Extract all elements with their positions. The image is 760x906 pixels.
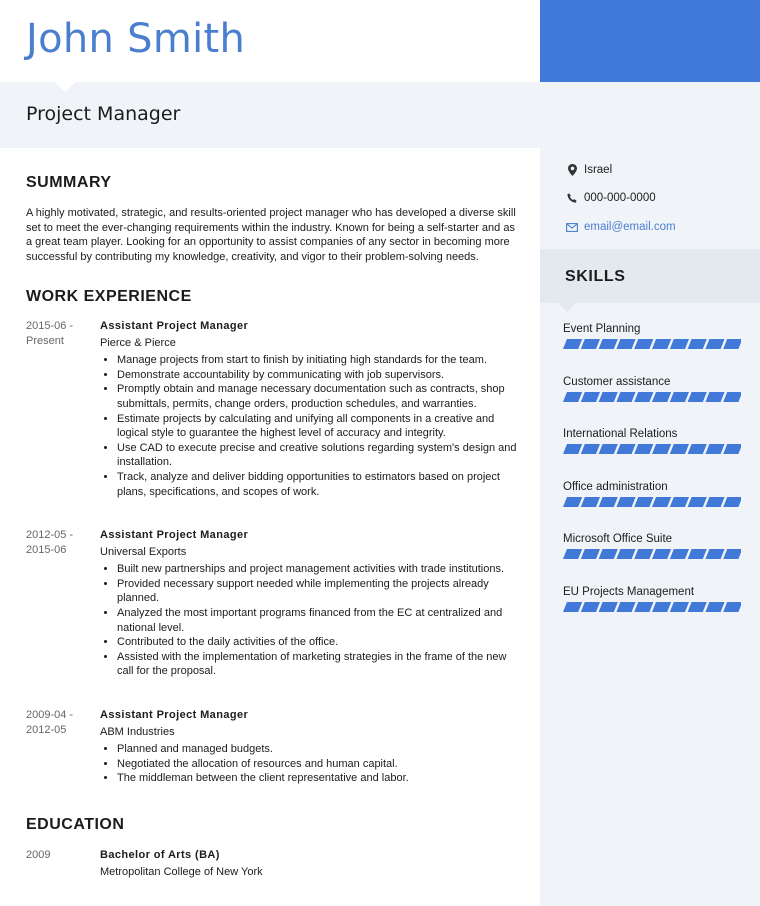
- contact-phone-text: 000-000-0000: [584, 192, 656, 204]
- skill-name: Customer assistance: [563, 376, 671, 388]
- skill-item: [563, 323, 741, 354]
- skill-level-segment: [634, 392, 653, 402]
- skill-level-segment: [634, 339, 653, 349]
- skill-name: EU Projects Management: [563, 586, 695, 598]
- skill-level-segment: [723, 444, 741, 454]
- skill-level-segment: [563, 444, 582, 454]
- skills-header-notch: [558, 303, 576, 312]
- contact-email: [566, 221, 676, 233]
- bullet-item: • Track, analyze and deliver bidding opportunities to estimators based on project plans, specifications, and scopes of work.: [117, 470, 520, 499]
- bullet-item: • Analyzed the most important programs financed from the EC at centralized and national level.: [117, 606, 520, 635]
- skill-level-bar: [563, 549, 741, 559]
- skill-level-segment: [599, 444, 618, 454]
- skill-level-segment: [705, 602, 724, 612]
- bullet-item: • Provided necessary support needed while implementing the projects already planned.: [117, 577, 520, 606]
- work-entry-date-start: 2012-05 -: [26, 529, 74, 541]
- skill-level-segment: [652, 392, 671, 402]
- skill-level-segment: [688, 549, 707, 559]
- skill-level-segment: [670, 392, 689, 402]
- skill-item: [563, 533, 741, 564]
- work-entry-date-start: 2015-06 -: [26, 320, 74, 332]
- skill-level-segment: [652, 339, 671, 349]
- skill-level-segment: [616, 392, 635, 402]
- work-entry-dates: [26, 708, 94, 737]
- skill-level-segment: [616, 497, 635, 507]
- skill-level-segment: [705, 497, 724, 507]
- work-entry-role: Assistant Project Manager: [100, 709, 249, 721]
- work-entry-date-end: 2012-05: [26, 723, 67, 736]
- work-entry-date-start: 2009-04 -: [26, 709, 74, 721]
- work-entry-date-end: 2015-06: [26, 543, 67, 556]
- skill-level-segment: [670, 444, 689, 454]
- skill-item: [563, 481, 741, 512]
- bullet-item: • Promptly obtain and manage necessary documentation such as contracts, shop submittals, permits, change orders, production schedules, and warranties.: [117, 382, 520, 411]
- skill-level-segment: [634, 549, 653, 559]
- bullet-item: • Demonstrate accountability by communicating with job supervisors.: [117, 368, 520, 383]
- work-entry-dates: [26, 528, 94, 557]
- skill-level-segment: [581, 549, 600, 559]
- skill-level-segment: [563, 392, 582, 402]
- work-entry-dates: [26, 319, 94, 348]
- skill-level-segment: [599, 339, 618, 349]
- skill-item: [563, 376, 741, 407]
- skill-level-segment: [563, 497, 582, 507]
- skill-level-bar: [563, 602, 741, 612]
- skill-level-segment: [723, 602, 741, 612]
- skill-level-segment: [705, 549, 724, 559]
- work-entry-role: Assistant Project Manager: [100, 529, 249, 541]
- contact-phone: [566, 192, 656, 204]
- skill-level-segment: [599, 602, 618, 612]
- summary-text: A highly motivated, strategic, and results-oriented project manager who has developed a diverse skill set to meet the ever-changing requirements within the industry. Known for being a self-starter and as a great team player. Looking for an opportunity to assist companies of any sector in becoming more successful by contributing my knowledge, creativity, and vigor to their problem-solving needs.: [26, 207, 516, 263]
- job-title: Project Manager: [26, 103, 181, 125]
- skill-level-segment: [688, 602, 707, 612]
- skill-level-segment: [723, 339, 741, 349]
- skill-level-bar: [563, 392, 741, 402]
- skill-level-segment: [563, 339, 582, 349]
- work-entry-date-end: Present: [26, 334, 64, 347]
- work-entry-bullets: [100, 353, 520, 499]
- work-experience-heading: WORK EXPERIENCE: [26, 288, 192, 305]
- contact-location: [566, 164, 612, 176]
- bullet-item: • Built new partnerships and project management activities with trade institutions.: [117, 562, 520, 577]
- education-entry-date: 2009: [26, 849, 51, 861]
- skill-level-segment: [652, 444, 671, 454]
- skill-level-segment: [581, 602, 600, 612]
- skill-level-segment: [688, 497, 707, 507]
- bullet-item: • Negotiated the allocation of resources and human capital.: [117, 757, 520, 772]
- skill-level-segment: [634, 497, 653, 507]
- work-entry-bullets: [100, 742, 520, 786]
- skill-level-segment: [705, 444, 724, 454]
- skill-level-segment: [581, 497, 600, 507]
- skill-level-segment: [599, 392, 618, 402]
- bullet-item: • The middleman between the client representative and labor.: [117, 771, 520, 786]
- skill-level-segment: [670, 497, 689, 507]
- skill-level-segment: [616, 339, 635, 349]
- skills-heading: SKILLS: [565, 268, 626, 285]
- skill-item: [563, 428, 741, 459]
- work-entry-bullets: [100, 562, 520, 679]
- skill-level-segment: [652, 602, 671, 612]
- skill-level-segment: [616, 444, 635, 454]
- contact-location-text: Israel: [584, 164, 613, 176]
- skill-level-segment: [688, 392, 707, 402]
- skill-level-segment: [563, 549, 582, 559]
- skill-level-segment: [688, 339, 707, 349]
- skill-level-segment: [581, 339, 600, 349]
- skill-level-segment: [616, 549, 635, 559]
- phone-icon: [566, 192, 578, 204]
- skill-level-segment: [652, 549, 671, 559]
- skill-item: [563, 586, 741, 617]
- skill-level-segment: [652, 497, 671, 507]
- skill-level-segment: [705, 339, 724, 349]
- skill-level-bar: [563, 497, 741, 507]
- skill-level-segment: [670, 339, 689, 349]
- work-entry-company: ABM Industries: [100, 725, 175, 738]
- skill-level-segment: [616, 602, 635, 612]
- envelope-icon: [566, 221, 578, 233]
- skill-level-segment: [688, 444, 707, 454]
- skill-level-segment: [705, 392, 724, 402]
- skill-name: Event Planning: [563, 323, 641, 335]
- work-entry-company: Pierce & Pierce: [100, 336, 176, 349]
- skill-level-segment: [634, 602, 653, 612]
- bullet-item: • Estimate projects by calculating and unifying all components in a creative and logical style to guarantee the highest level of accuracy and integrity.: [117, 412, 520, 441]
- candidate-name: John Smith: [26, 16, 246, 62]
- skill-level-segment: [599, 549, 618, 559]
- bullet-item: • Assisted with the implementation of marketing strategies in the frame of the new call for the proposal.: [117, 650, 520, 679]
- bullet-item: • Contributed to the daily activities of the office.: [117, 635, 520, 650]
- skill-name: Office administration: [563, 481, 668, 493]
- bullet-item: • Manage projects from start to finish by initiating high standards for the team.: [117, 353, 520, 368]
- summary-heading: SUMMARY: [26, 174, 112, 191]
- skill-level-segment: [581, 444, 600, 454]
- title-band-notch: [54, 82, 76, 92]
- map-pin-icon: [566, 164, 578, 176]
- skill-level-segment: [670, 602, 689, 612]
- work-entry-company: Universal Exports: [100, 545, 187, 558]
- skill-level-segment: [670, 549, 689, 559]
- header-accent-block: [540, 0, 760, 82]
- skill-level-segment: [634, 444, 653, 454]
- bullet-item: • Use CAD to execute precise and creative solutions regarding system's design and installation.: [117, 441, 520, 470]
- skill-level-segment: [723, 392, 741, 402]
- skill-level-segment: [599, 497, 618, 507]
- skill-level-segment: [723, 497, 741, 507]
- bullet-item: • Planned and managed budgets.: [117, 742, 520, 757]
- skill-level-segment: [563, 602, 582, 612]
- education-heading: EDUCATION: [26, 816, 125, 833]
- education-entry-school: Metropolitan College of New York: [100, 865, 263, 878]
- skill-level-segment: [581, 392, 600, 402]
- skill-name: Microsoft Office Suite: [563, 533, 673, 545]
- work-entry-role: Assistant Project Manager: [100, 320, 249, 332]
- education-entry-degree: Bachelor of Arts (BA): [100, 849, 220, 861]
- skill-level-bar: [563, 444, 741, 454]
- skill-name: International Relations: [563, 428, 678, 440]
- skill-level-segment: [723, 549, 741, 559]
- contact-email-link[interactable]: email@email.com: [584, 221, 676, 233]
- skill-level-bar: [563, 339, 741, 349]
